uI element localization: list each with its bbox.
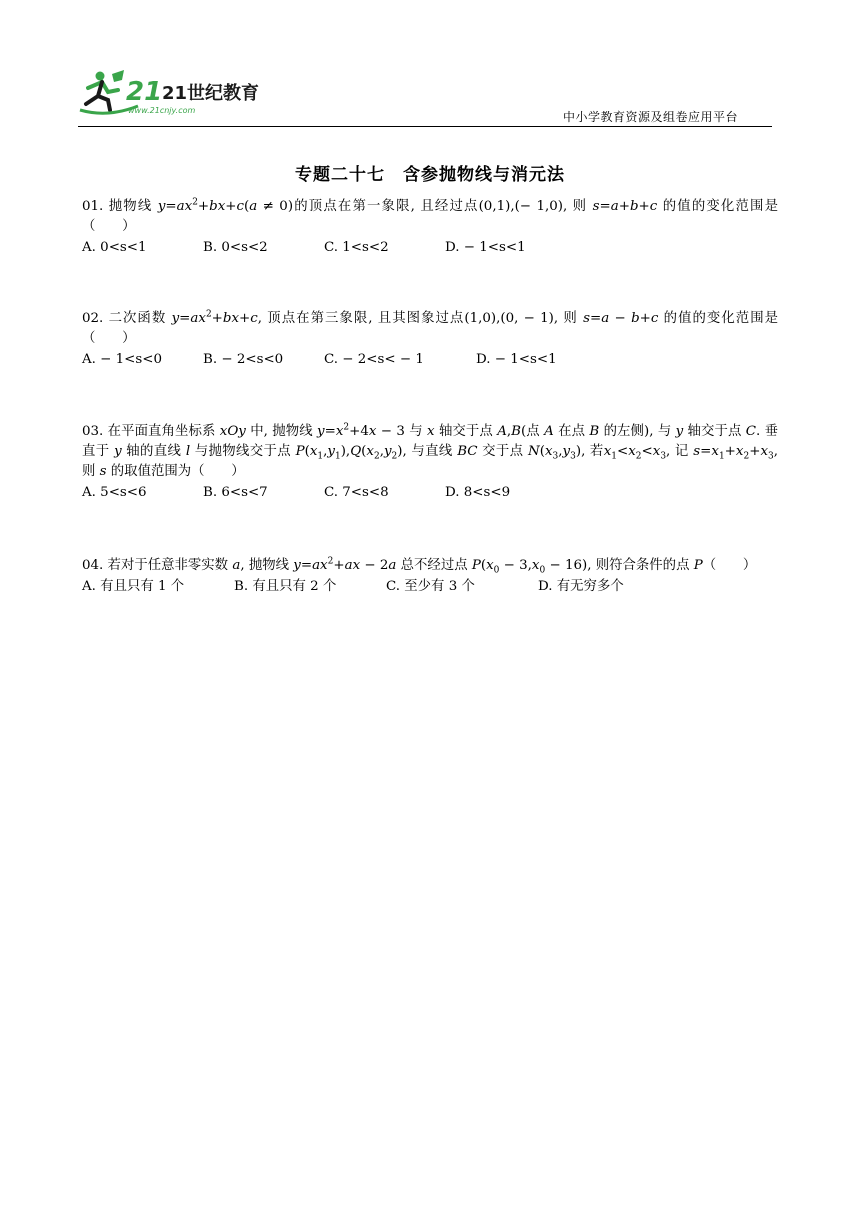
option-b[interactable]: B. − 2<s<0 <box>203 352 284 367</box>
svg-text:www.21cnjy.com: www.21cnjy.com <box>128 106 196 115</box>
question-01 <box>82 197 778 258</box>
option-list <box>82 238 778 258</box>
header-rule <box>78 126 772 127</box>
option-c[interactable]: C. − 2<s< − 1 <box>324 352 424 367</box>
option-d[interactable]: D. − 1<s<1 <box>445 240 526 255</box>
question-stem: 03. 在平面直角坐标系 xOy 中, 抛物线 $y=x^2+4x - 3$ 与 x 轴交于点 A,B(点 A 在点 B 的左侧), 与 y 轴交于点 C. 垂直于 y 轴的直线 l 与抛物线交于点 $P(x_1,y_1),Q(x_2,y_2)$, 与直线 BC 交于点 $N(x_3,y_3)$, 若$x_1<x_2<x_3$, 记 $s=x_1+x_2+x_3$, 则 s 的取值范围为（ ） <box>82 422 779 479</box>
option-d[interactable]: D. − 1<s<1 <box>476 352 557 367</box>
svg-text:21世纪教育: 21世纪教育 <box>162 83 260 104</box>
option-list <box>82 350 778 370</box>
option-list <box>82 483 778 503</box>
option-c[interactable]: C. 1<s<2 <box>324 240 389 255</box>
question-stem: 01. 抛物线 $y=ax^2+bx+c(a \ne 0)$的顶点在第一象限, 且经过点(0,1),(− 1,0), 则 s=a+b+c 的值的变化范围是（ ） <box>82 197 778 234</box>
platform-name: 中小学教育资源及组卷应用平台 <box>562 110 738 124</box>
option-b[interactable]: B. 6<s<7 <box>203 485 268 500</box>
option-a[interactable]: A. − 1<s<0 <box>82 352 163 367</box>
option-a[interactable]: A. 0<s<1 <box>82 240 147 255</box>
option-c[interactable]: C. 7<s<8 <box>324 485 389 500</box>
question-04 <box>82 556 778 597</box>
option-d[interactable]: D. 有无穷多个 <box>538 579 624 594</box>
question-number: 02. <box>82 311 104 326</box>
question-stem: 02. 二次函数 $y=ax^2+bx+c$, 顶点在第三象限, 且其图象过点(1,0),(0, − 1), 则 s=a − b+c 的值的变化范围是（ ） <box>82 309 779 346</box>
page-title: 专题二十七 含参抛物线与消元法 <box>295 165 565 185</box>
question-number: 01. <box>82 199 104 214</box>
option-c[interactable]: C. 至少有 3 个 <box>386 579 475 594</box>
option-b[interactable]: B. 0<s<2 <box>203 240 268 255</box>
option-d[interactable]: D. 8<s<9 <box>445 485 511 500</box>
svg-text:21: 21 <box>126 77 163 107</box>
question-03 <box>82 422 778 503</box>
question-02 <box>82 309 778 370</box>
option-list <box>82 577 778 597</box>
option-a[interactable]: A. 5<s<6 <box>82 485 147 500</box>
option-a[interactable]: A. 有且只有 1 个 <box>82 579 185 594</box>
question-number: 03. <box>82 424 104 439</box>
question-number: 04. <box>82 558 104 573</box>
question-stem: 04. 若对于任意非零实数 a, 抛物线 $y=ax^2+ax - 2a$ 总不经过点 $P(x_0 - 3,x_0 - 16)$, 则符合条件的点 P（ ） <box>82 556 757 576</box>
option-b[interactable]: B. 有且只有 2 个 <box>234 579 337 594</box>
page-header <box>78 66 772 128</box>
21cnjy-logo <box>78 66 260 116</box>
